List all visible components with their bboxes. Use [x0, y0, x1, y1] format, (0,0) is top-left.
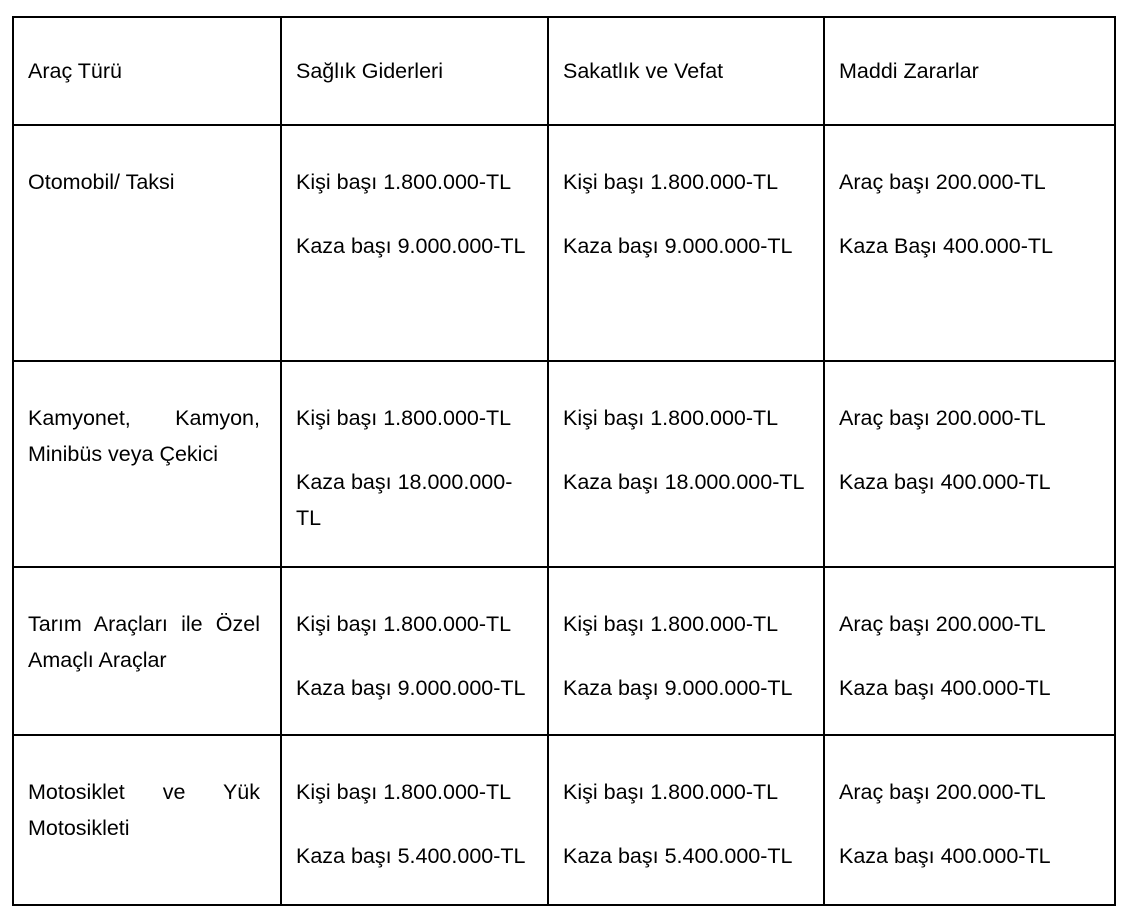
- header-disability-death: Sakatlık ve Vefat: [548, 17, 824, 125]
- per-person-limit: Kişi başı 1.800.000-TL: [296, 170, 512, 194]
- header-health-expenses: Sağlık Giderleri: [281, 17, 548, 125]
- per-person-limit: Kişi başı 1.800.000-TL: [296, 780, 512, 804]
- vehicle-type-cell: [13, 361, 281, 567]
- per-accident-limit: Kaza başı 9.000.000-TL: [563, 234, 793, 258]
- per-vehicle-limit: Araç başı 200.000-TL: [839, 780, 1046, 804]
- per-accident-limit: Kaza başı 18.000.000-TL: [563, 470, 805, 494]
- per-accident-limit: Kaza başı 5.400.000-TL: [563, 844, 793, 868]
- per-accident-limit: Kaza başı 400.000-TL: [839, 470, 1051, 494]
- per-accident-limit: Kaza başı 9.000.000-TL: [296, 234, 526, 258]
- per-accident-limit: Kaza başı 9.000.000-TL: [296, 676, 526, 700]
- per-person-limit: Kişi başı 1.800.000-TL: [563, 170, 779, 194]
- table-row: [13, 125, 1115, 361]
- table-header-row: [13, 17, 1115, 125]
- per-vehicle-limit: Araç başı 200.000-TL: [839, 612, 1046, 636]
- per-accident-limit: Kaza başı 5.400.000-TL: [296, 844, 526, 868]
- per-person-limit: Kişi başı 1.800.000-TL: [296, 612, 512, 636]
- vehicle-type-cell: [13, 567, 281, 735]
- material-damages-cell: [824, 361, 1115, 567]
- per-accident-limit: Kaza Başı 400.000-TL: [839, 234, 1053, 258]
- header-vehicle-type: Araç Türü: [13, 17, 281, 125]
- per-accident-limit: Kaza başı 18.000.000-TL: [296, 470, 513, 530]
- material-damages-cell: [824, 735, 1115, 905]
- disability-death-cell: [548, 735, 824, 905]
- per-person-limit: Kişi başı 1.800.000-TL: [296, 406, 512, 430]
- per-person-limit: Kişi başı 1.800.000-TL: [563, 780, 779, 804]
- vehicle-type-label: Motosiklet ve Yük Motosikleti: [28, 780, 260, 840]
- per-vehicle-limit: Araç başı 200.000-TL: [839, 406, 1046, 430]
- table-row: [13, 567, 1115, 735]
- table-row: [13, 361, 1115, 567]
- vehicle-type-cell: [13, 735, 281, 905]
- health-expenses-cell: [281, 125, 548, 361]
- health-expenses-cell: [281, 361, 548, 567]
- per-accident-limit: Kaza başı 9.000.000-TL: [563, 676, 793, 700]
- header-material-damages: Maddi Zararlar: [824, 17, 1115, 125]
- material-damages-cell: [824, 567, 1115, 735]
- health-expenses-cell: [281, 735, 548, 905]
- disability-death-cell: [548, 567, 824, 735]
- disability-death-cell: [548, 361, 824, 567]
- per-accident-limit: Kaza başı 400.000-TL: [839, 676, 1051, 700]
- vehicle-type-label: Otomobil/ Taksi: [28, 170, 175, 194]
- vehicle-type-label: Kamyonet, Kamyon, Minibüs veya Çekici: [28, 406, 260, 466]
- per-person-limit: Kişi başı 1.800.000-TL: [563, 406, 779, 430]
- disability-death-cell: [548, 125, 824, 361]
- per-accident-limit: Kaza başı 400.000-TL: [839, 844, 1051, 868]
- material-damages-cell: [824, 125, 1115, 361]
- per-person-limit: Kişi başı 1.800.000-TL: [563, 612, 779, 636]
- vehicle-type-label: Tarım Araçları ile Özel Amaçlı Araçlar: [28, 612, 260, 672]
- table-row: [13, 735, 1115, 905]
- vehicle-type-cell: [13, 125, 281, 361]
- per-vehicle-limit: Araç başı 200.000-TL: [839, 170, 1046, 194]
- coverage-limits-table: [12, 16, 1116, 906]
- health-expenses-cell: [281, 567, 548, 735]
